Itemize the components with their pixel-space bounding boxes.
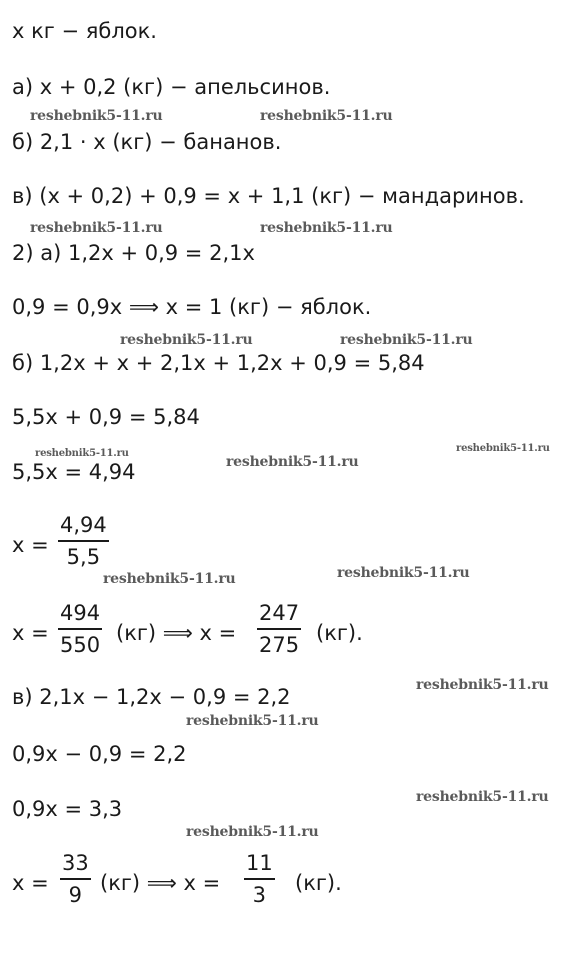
eq1-lhs: x = xyxy=(12,533,49,557)
line-oranges: а) x + 0,2 (кг) − апельсинов. xyxy=(12,75,331,99)
eq2-fraction-2 xyxy=(257,601,301,657)
line-part2b-equation: б) 1,2x + x + 2,1x + 1,2x + 0,9 = 5,84 xyxy=(12,351,425,375)
line-bananas: б) 2,1 · x (кг) − бананов. xyxy=(12,130,282,154)
watermark: reshebnik5-11.ru xyxy=(260,220,393,236)
eq3-lhs: x = xyxy=(12,871,49,895)
watermark: reshebnik5-11.ru xyxy=(260,108,393,124)
eq3-fraction-2 xyxy=(244,851,275,907)
line-variable-definition: x кг − яблок. xyxy=(12,19,157,43)
line-tangerines: в) (x + 0,2) + 0,9 = x + 1,1 (кг) − мандаринов. xyxy=(12,184,525,208)
eq2-numerator-2: 247 xyxy=(257,601,301,630)
eq1-fraction xyxy=(58,513,109,569)
eq2-numerator-1: 494 xyxy=(58,601,102,630)
eq1-numerator: 4,94 xyxy=(58,513,109,542)
watermark: reshebnik5-11.ru xyxy=(416,789,549,805)
eq1-denominator: 5,5 xyxy=(66,545,101,569)
eq3-numerator-1: 33 xyxy=(60,851,91,880)
eq2-lhs: x = xyxy=(12,621,49,645)
watermark: reshebnik5-11.ru xyxy=(226,454,359,470)
eq2-denominator-1: 550 xyxy=(60,633,101,657)
eq2-fraction-1 xyxy=(58,601,102,657)
eq3-denominator-2: 3 xyxy=(252,883,267,907)
line-part2v-equation: в) 2,1x − 1,2x − 0,9 = 2,2 xyxy=(12,685,291,709)
line-part2v-step2: 0,9x = 3,3 xyxy=(12,797,123,821)
eq3-denominator-1: 9 xyxy=(68,883,83,907)
eq3-fraction-1 xyxy=(60,851,91,907)
watermark: reshebnik5-11.ru xyxy=(30,220,163,236)
watermark: reshebnik5-11.ru xyxy=(120,332,253,348)
watermark: reshebnik5-11.ru xyxy=(416,677,549,693)
line-part2a-equation: 2) а) 1,2x + 0,9 = 2,1x xyxy=(12,241,255,265)
eq2-denominator-2: 275 xyxy=(259,633,300,657)
line-part2v-step1: 0,9x − 0,9 = 2,2 xyxy=(12,742,187,766)
watermark: reshebnik5-11.ru xyxy=(186,824,319,840)
watermark: reshebnik5-11.ru xyxy=(103,571,236,587)
line-part2a-solution: 0,9 = 0,9x ⟹ x = 1 (кг) − яблок. xyxy=(12,295,372,319)
eq3-tail: (кг). xyxy=(295,871,342,895)
watermark: reshebnik5-11.ru xyxy=(340,332,473,348)
line-part2b-step1: 5,5x + 0,9 = 5,84 xyxy=(12,405,200,429)
watermark: reshebnik5-11.ru xyxy=(186,713,319,729)
eq3-middle: (кг) ⟹ x = xyxy=(100,871,221,895)
watermark: reshebnik5-11.ru xyxy=(30,108,163,124)
watermark: reshebnik5-11.ru xyxy=(35,448,129,459)
line-part2b-step2: 5,5x = 4,94 xyxy=(12,460,136,484)
eq2-middle: (кг) ⟹ x = xyxy=(116,621,237,645)
watermark: reshebnik5-11.ru xyxy=(456,443,550,454)
eq3-numerator-2: 11 xyxy=(244,851,275,880)
watermark: reshebnik5-11.ru xyxy=(337,565,470,581)
eq2-tail: (кг). xyxy=(316,621,363,645)
